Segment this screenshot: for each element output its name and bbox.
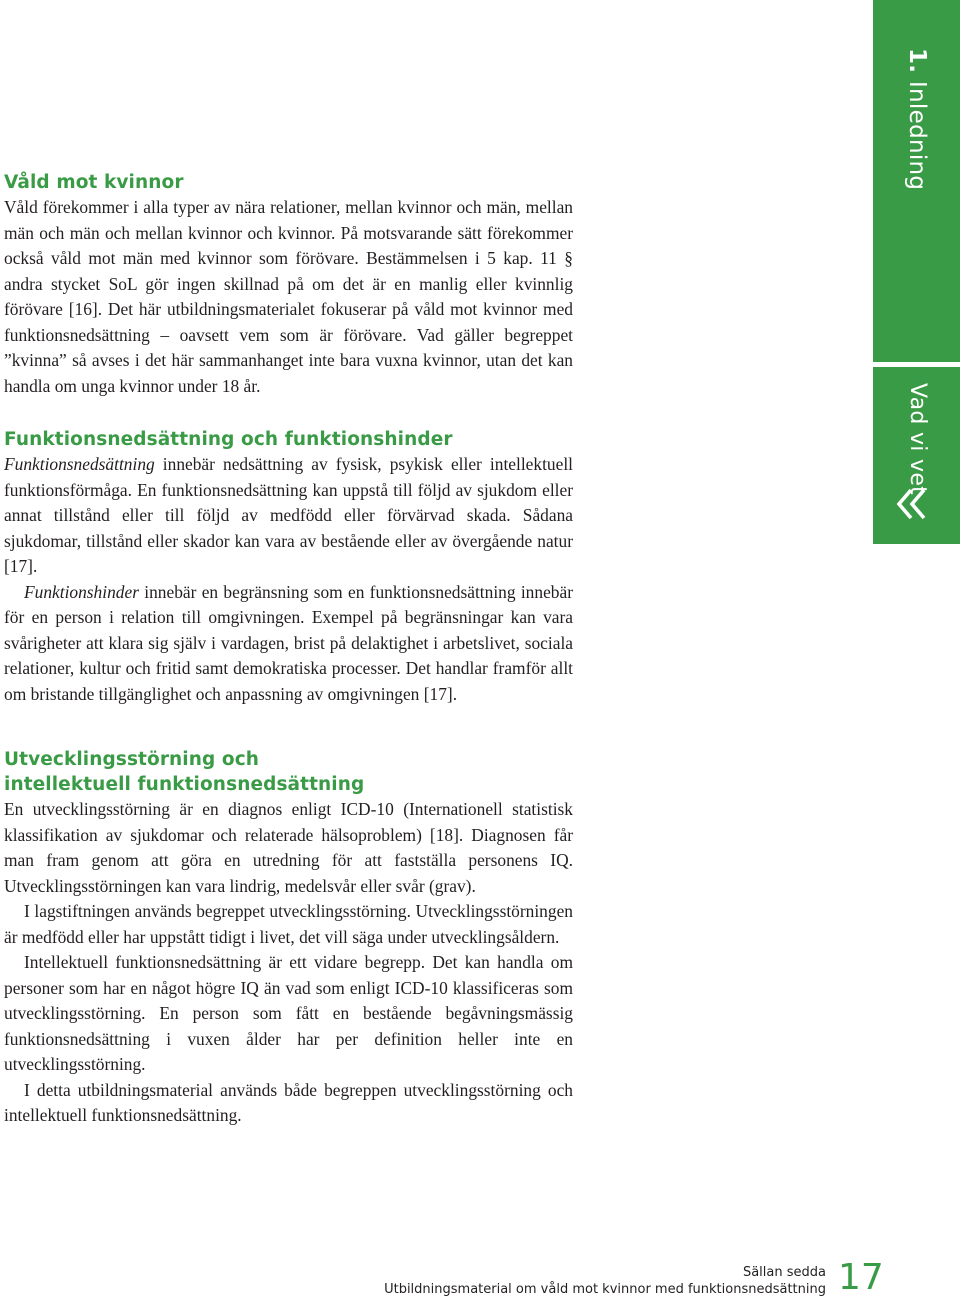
chapter-title: Inledning [904, 80, 930, 191]
section-heading: Funktionsnedsättning och funktionshinder [4, 429, 453, 450]
section-heading: Våld mot kvinnor [4, 172, 184, 193]
chapter-number: 1. [904, 48, 930, 74]
paragraph: I detta utbildningsmaterial används både begreppen utvecklingsstörning och intellektuell funktionsnedsättning. [4, 1079, 573, 1125]
paragraph [4, 452, 573, 580]
section-vald-mot-kvinnor [4, 170, 573, 399]
section-tab-label: Vad vi vet [905, 383, 930, 496]
paragraph [4, 580, 573, 708]
section-funktionsnedsattning [4, 427, 573, 707]
main-text-column [4, 170, 573, 1129]
double-chevron-left-icon [896, 487, 928, 521]
term-funktionsnedsattning: Funktionsnedsättning [4, 454, 155, 474]
publication-title: Sällan sedda [742, 1265, 826, 1280]
paragraph: Intellektuell funktionsnedsättning är ett vidare begrepp. Det kan handla om personer som har en något högre IQ än vad som enligt ICD-10 klassificeras som utvecklingsstörning. En person som fått en bestående begåvningsmässig funktionsnedsättning i vuxen ålder har per definition heller inte en utvecklingsstörning. [4, 952, 573, 1074]
section-utvecklingsstorning [4, 747, 573, 1129]
term-funktionshinder: Funktionshinder [24, 581, 139, 602]
paragraph: I lagstiftningen används begreppet utvecklingsstörning. Utvecklingsstörningen är medfödd eller har uppstått tidigt i livet, det vill säga under utvecklingsåldern. [4, 901, 573, 947]
heading-line: intellektuell funktionsnedsättning [4, 774, 365, 795]
heading-line: Utvecklingsstörning och [4, 749, 260, 770]
running-footer [384, 1264, 826, 1298]
page-number: 17 [838, 1257, 884, 1298]
chapter-label [904, 48, 930, 190]
section-heading [4, 747, 573, 797]
publication-subtitle: Utbildningsmaterial om våld mot kvinnor med funktionsnedsättning [384, 1282, 826, 1297]
paragraph: En utvecklingsstörning är en diagnos enligt ICD-10 (Internationell statistisk klassifikation av sjukdomar och relaterade hälsoproblem) [18]. Diagnosen får man fram genom att göra en utredning för att fastställa personens IQ. Utvecklingsstörningen kan vara lindrig, medelsvår eller svår (grav). [4, 799, 573, 896]
paragraph-text: innebär nedsättning av fysisk, psykisk eller intellektuell funktionsförmåga. En funktionsnedsättning kan uppstå till följd av sjukdom eller annat tillstånd eller till följd av medfödd eller förvärvad skada. Sådana sjukdomar, tillstånd eller skador kan vara av bestående eller av övergående natur [17]. [4, 454, 573, 576]
paragraph-text: innebär en begränsning som en funktionsnedsättning innebär för en person i relation till omgivningen. Exempel på begränsningar kan vara svårigheter att klara sig själv i vardagen, brist på delaktighet i arbetslivet, sociala relationer, kultur och fritid samt demokratiska processer. Det handlar framför allt om bristande tillgänglighet och anpassning av omgivningen [17]. [4, 581, 573, 704]
paragraph: Våld förekommer i alla typer av nära relationer, mellan kvinnor och män, mellan män och män och mellan kvinnor och kvinnor. På motsvarande sätt förekommer också våld mot män med kvinnor som förövare. Bestämmelsen i 5 kap. 11 § andra stycket SoL gör ingen skillnad på om det är en manlig eller kvinnlig förövare [16]. Det här utbildningsmaterialet fokuserar på våld mot kvinnor med funktionsnedsättning – oavsett vem som är förövare. Vad gäller begreppet ”kvinna” så avses i det här sammanhanget inte bara vuxna kvinnor, utan det kan handla om unga kvinnor under 18 år. [4, 197, 573, 396]
